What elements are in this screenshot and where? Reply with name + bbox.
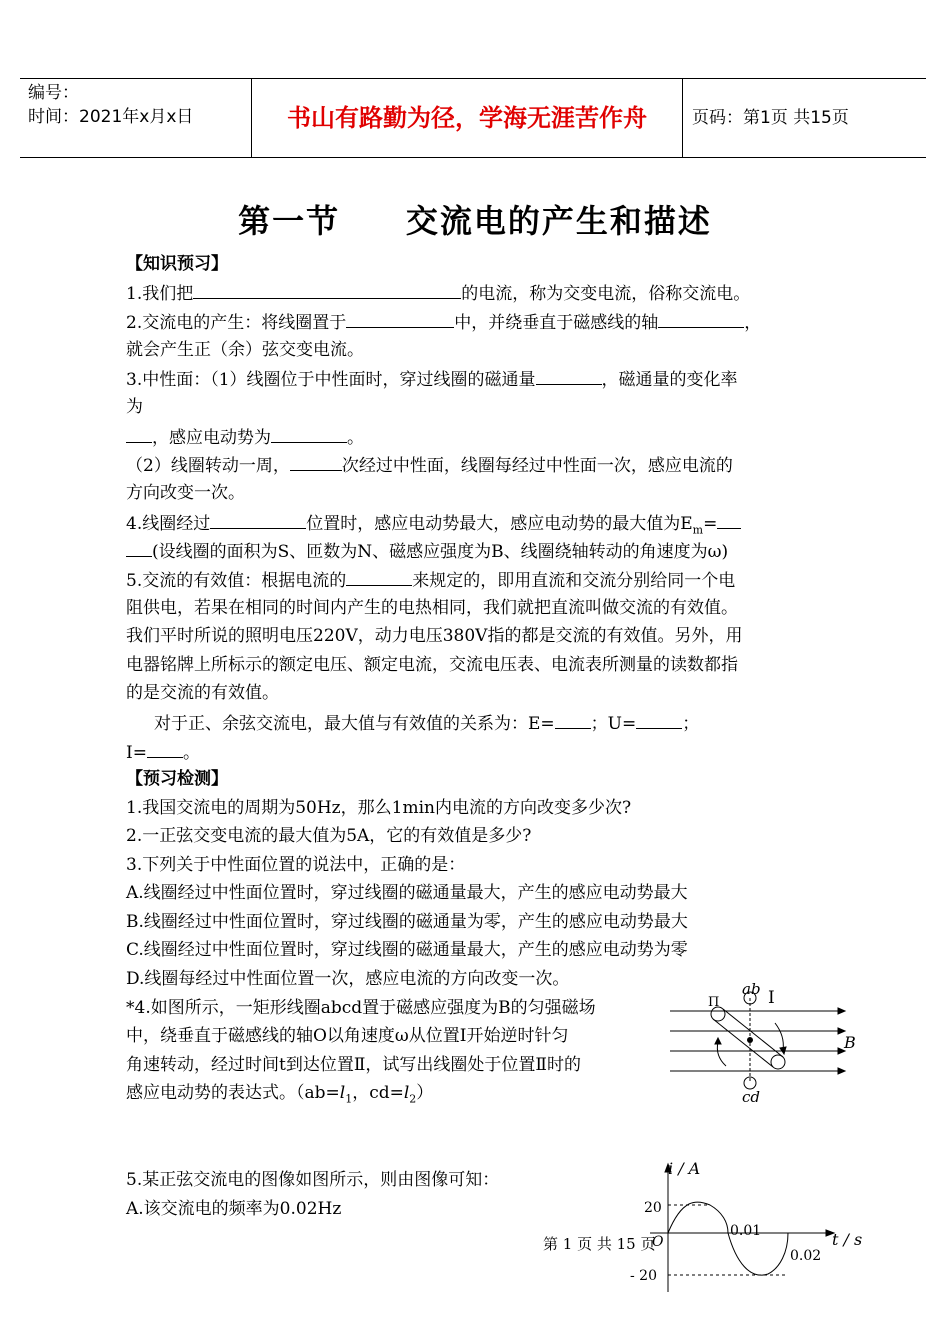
- option: D.线圈每经过中性面位置一次，感应电流的方向改变一次。: [126, 969, 570, 989]
- line: I= 。: [126, 739, 200, 765]
- divider: [682, 79, 683, 157]
- x-axis-label: t / s: [832, 1230, 863, 1249]
- blank[interactable]: [147, 739, 183, 758]
- blank[interactable]: [346, 567, 412, 586]
- line: 方向改变一次。: [126, 483, 245, 503]
- time-label: 时间：2021年x月x日: [28, 107, 194, 127]
- y-tick-max: 20: [644, 1200, 662, 1216]
- line: 阻供电，若果在相同的时间内产生的电热相同，我们就把直流叫做交流的有效值。: [126, 598, 738, 618]
- question: *4.如图所示，一矩形线圈abcd置于磁感应强度为B的匀强磁场: [126, 998, 596, 1018]
- motto: 书山有路勤为径，学海无涯苦作舟: [287, 103, 647, 132]
- option: A.线圈经过中性面位置时，穿过线圈的磁通量最大，产生的感应电动势最大: [126, 883, 688, 903]
- blank[interactable]: [126, 424, 152, 443]
- question: 中，绕垂直于磁感线的轴O以角速度ω从位置Ⅰ开始逆时针匀: [126, 1026, 569, 1046]
- line: 电器铭牌上所标示的额定电压、额定电流，交流电压表、电流表所测量的读数都指: [126, 655, 738, 675]
- option: B.线圈经过中性面位置时，穿过线圈的磁通量为零，产生的感应电动势最大: [126, 912, 688, 932]
- option: C.线圈经过中性面位置时，穿过线圈的磁通量最大，产生的感应电动势为零: [126, 940, 688, 960]
- line: (设线圈的面积为S、匝数为N、磁感应强度为B、线圈绕轴转动的角速度为ω): [126, 538, 728, 564]
- line: （2）线圈转动一周， 次经过中性面，线圈每经过中性面一次，感应电流的: [126, 452, 733, 478]
- blank[interactable]: [636, 710, 682, 729]
- blank[interactable]: [717, 510, 741, 529]
- section-heading-preview: 【知识预习】: [126, 254, 228, 274]
- page-footer: 第 1 页 共 15 页: [543, 1235, 656, 1253]
- line: 4.线圈经过 位置时，感应电动势最大，感应电动势的最大值为$E_m=$: [126, 510, 741, 542]
- blank[interactable]: [536, 366, 602, 385]
- blank[interactable]: [346, 309, 454, 328]
- page-title: 第一节 交流电的产生和描述: [238, 202, 712, 240]
- page-header: [20, 78, 926, 158]
- question: 感应电动势的表达式。（$ab=l_1$，$cd=l_2$）: [126, 1083, 434, 1106]
- blank[interactable]: [193, 280, 461, 299]
- label-position-1: I: [768, 988, 775, 1008]
- line: 我们平时所说的照明电压220V，动力电压380V指的都是交流的有效值。另外，用: [126, 626, 743, 646]
- label-cd: cd: [742, 1088, 761, 1106]
- line: 为: [126, 397, 143, 417]
- line: 就会产生正（余）弦交变电流。: [126, 340, 364, 360]
- blank[interactable]: [290, 452, 342, 471]
- label-position-2: Π: [708, 995, 720, 1010]
- y-axis-label: i / A: [668, 1159, 701, 1178]
- blank[interactable]: [210, 510, 306, 529]
- blank[interactable]: [555, 710, 591, 729]
- header-meta: [28, 81, 193, 129]
- blank[interactable]: [658, 309, 744, 328]
- page-number: 页码：第1页 共15页: [692, 108, 849, 128]
- line: 3.中性面：（1）线圈位于中性面时，穿过线圈的磁通量 ，磁通量的变化率: [126, 366, 738, 392]
- question: 2.一正弦交变电流的最大值为5A，它的有效值是多少?: [126, 826, 532, 846]
- coil-figure: [670, 978, 860, 1108]
- option: A.该交流电的频率为0.02Hz: [126, 1199, 342, 1219]
- x-tick-2: 0.02: [790, 1248, 822, 1264]
- line: 2.交流电的产生：将线圈置于 中，并绕垂直于磁感线的轴 ，: [126, 309, 761, 335]
- question: 角速转动，经过时间t到达位置Ⅱ，试写出线圈处于位置Ⅱ时的: [126, 1055, 581, 1075]
- line: ，感应电动势为 。: [126, 424, 364, 450]
- question: 1.我国交流电的周期为50Hz，那么1min内电流的方向改变多少次?: [126, 798, 632, 818]
- blank[interactable]: [126, 538, 152, 557]
- label-field-b: B: [844, 1033, 856, 1052]
- section-heading-check: 【预习检测】: [126, 769, 228, 789]
- number-label: 编号：: [28, 83, 79, 103]
- origin-label: O: [652, 1234, 664, 1250]
- sine-graph: [610, 1152, 880, 1292]
- blank[interactable]: [271, 424, 347, 443]
- label-ab: ab: [742, 980, 761, 998]
- question: 3.下列关于中性面位置的说法中，正确的是：: [126, 855, 466, 875]
- line: 5.交流的有效值：根据电流的 来规定的，即用直流和交流分别给同一个电: [126, 567, 735, 593]
- x-tick-1: 0.01: [730, 1223, 762, 1239]
- question: 5.某正弦交流电的图像如图所示，则由图像可知：: [126, 1170, 500, 1190]
- y-tick-min: - 20: [630, 1268, 657, 1284]
- line: 的是交流的有效值。: [126, 683, 279, 703]
- line: 对于正、余弦交流电，最大值与有效值的关系为：E= ；U= ；: [154, 710, 699, 736]
- line: 1.我们把 的电流，称为交变电流，俗称交流电。: [126, 280, 750, 306]
